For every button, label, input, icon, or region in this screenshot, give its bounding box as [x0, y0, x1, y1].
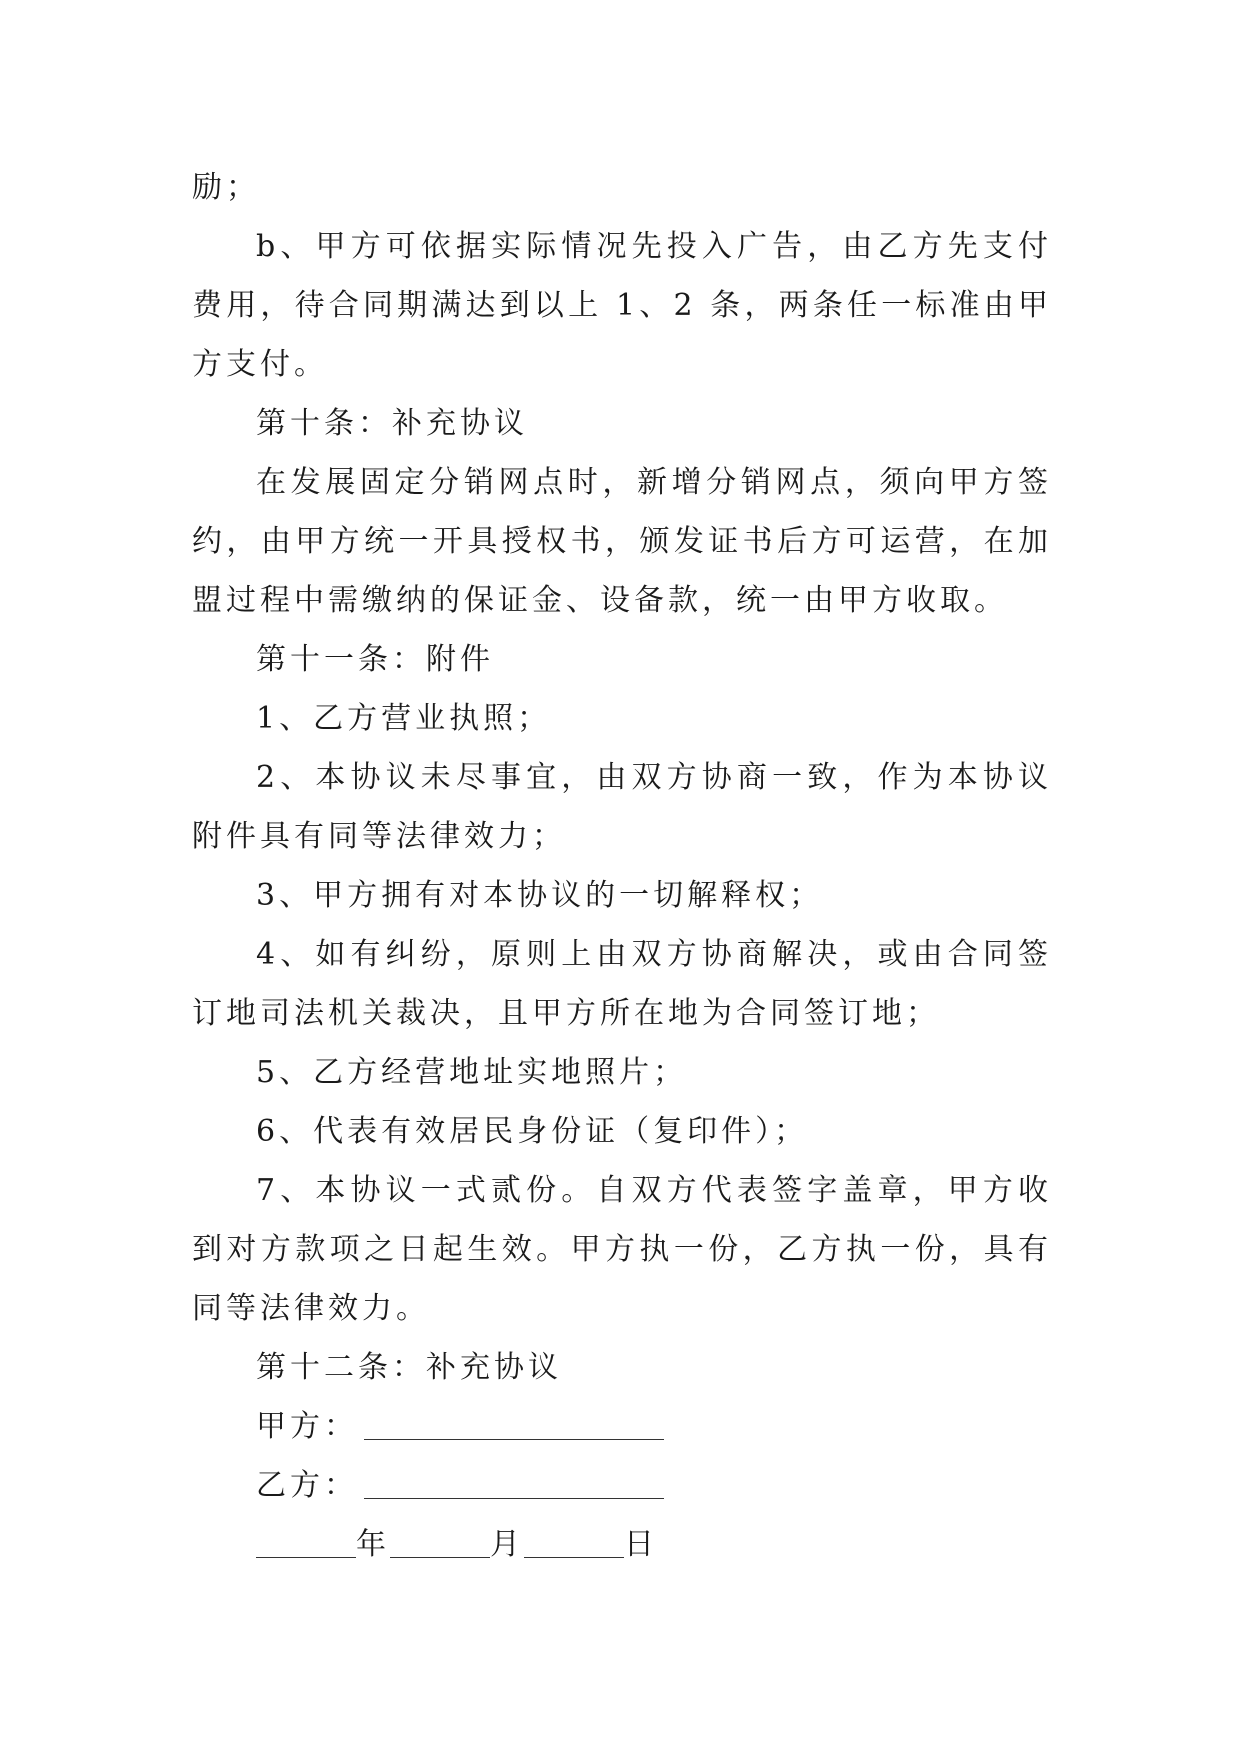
party-a-blank[interactable] [364, 1409, 664, 1440]
party-a-label: 甲方： [256, 1409, 358, 1444]
month-label: 月 [490, 1527, 524, 1562]
attachment-item-1: 1、乙方营业执照； [256, 701, 552, 736]
section-heading-12: 第十二条：补充协议 [256, 1350, 562, 1385]
attachment-item-2: 2、本协议未尽事宜，由双方协商一致，作为本协议附件具有同等法律效力； [192, 760, 1052, 854]
attachment-item-3: 3、甲方拥有对本协议的一切解释权； [256, 878, 824, 913]
year-blank[interactable] [256, 1527, 356, 1558]
paragraph-2: b、甲方可依据实际情况先投入广告，由乙方先支付费用，待合同期满达到以上 1、2 条，两条任一标准由甲方支付。 [192, 229, 1052, 382]
year-label: 年 [356, 1527, 390, 1562]
day-blank[interactable] [524, 1527, 624, 1558]
party-b-signature-line [192, 1456, 1052, 1515]
section-heading-10: 第十条：补充协议 [256, 406, 528, 441]
document-page [192, 158, 1052, 1574]
attachment-item-7: 7、本协议一式贰份。自双方代表签字盖章，甲方收到对方款项之日起生效。甲方执一份，乙方执一份，具有同等法律效力。 [192, 1173, 1052, 1326]
paragraph-4: 在发展固定分销网点时，新增分销网点，须向甲方签约，由甲方统一开具授权书，颁发证书后方可运营，在加盟过程中需缴纳的保证金、设备款，统一由甲方收取。 [192, 465, 1052, 618]
party-a-signature-line [192, 1397, 1052, 1456]
section-heading-11: 第十一条：附件 [256, 642, 494, 677]
day-label: 日 [624, 1527, 658, 1562]
attachment-item-6: 6、代表有效居民身份证（复印件）； [256, 1114, 809, 1149]
month-blank[interactable] [390, 1527, 490, 1558]
party-b-blank[interactable] [364, 1468, 664, 1499]
date-line [192, 1515, 1052, 1574]
paragraph-1: 励； [192, 170, 260, 205]
attachment-item-5: 5、乙方经营地址实地照片； [256, 1055, 688, 1090]
attachment-item-4: 4、如有纠纷，原则上由双方协商解决，或由合同签订地司法机关裁决，且甲方所在地为合同签订地； [192, 937, 1052, 1031]
party-b-label: 乙方： [256, 1468, 358, 1503]
